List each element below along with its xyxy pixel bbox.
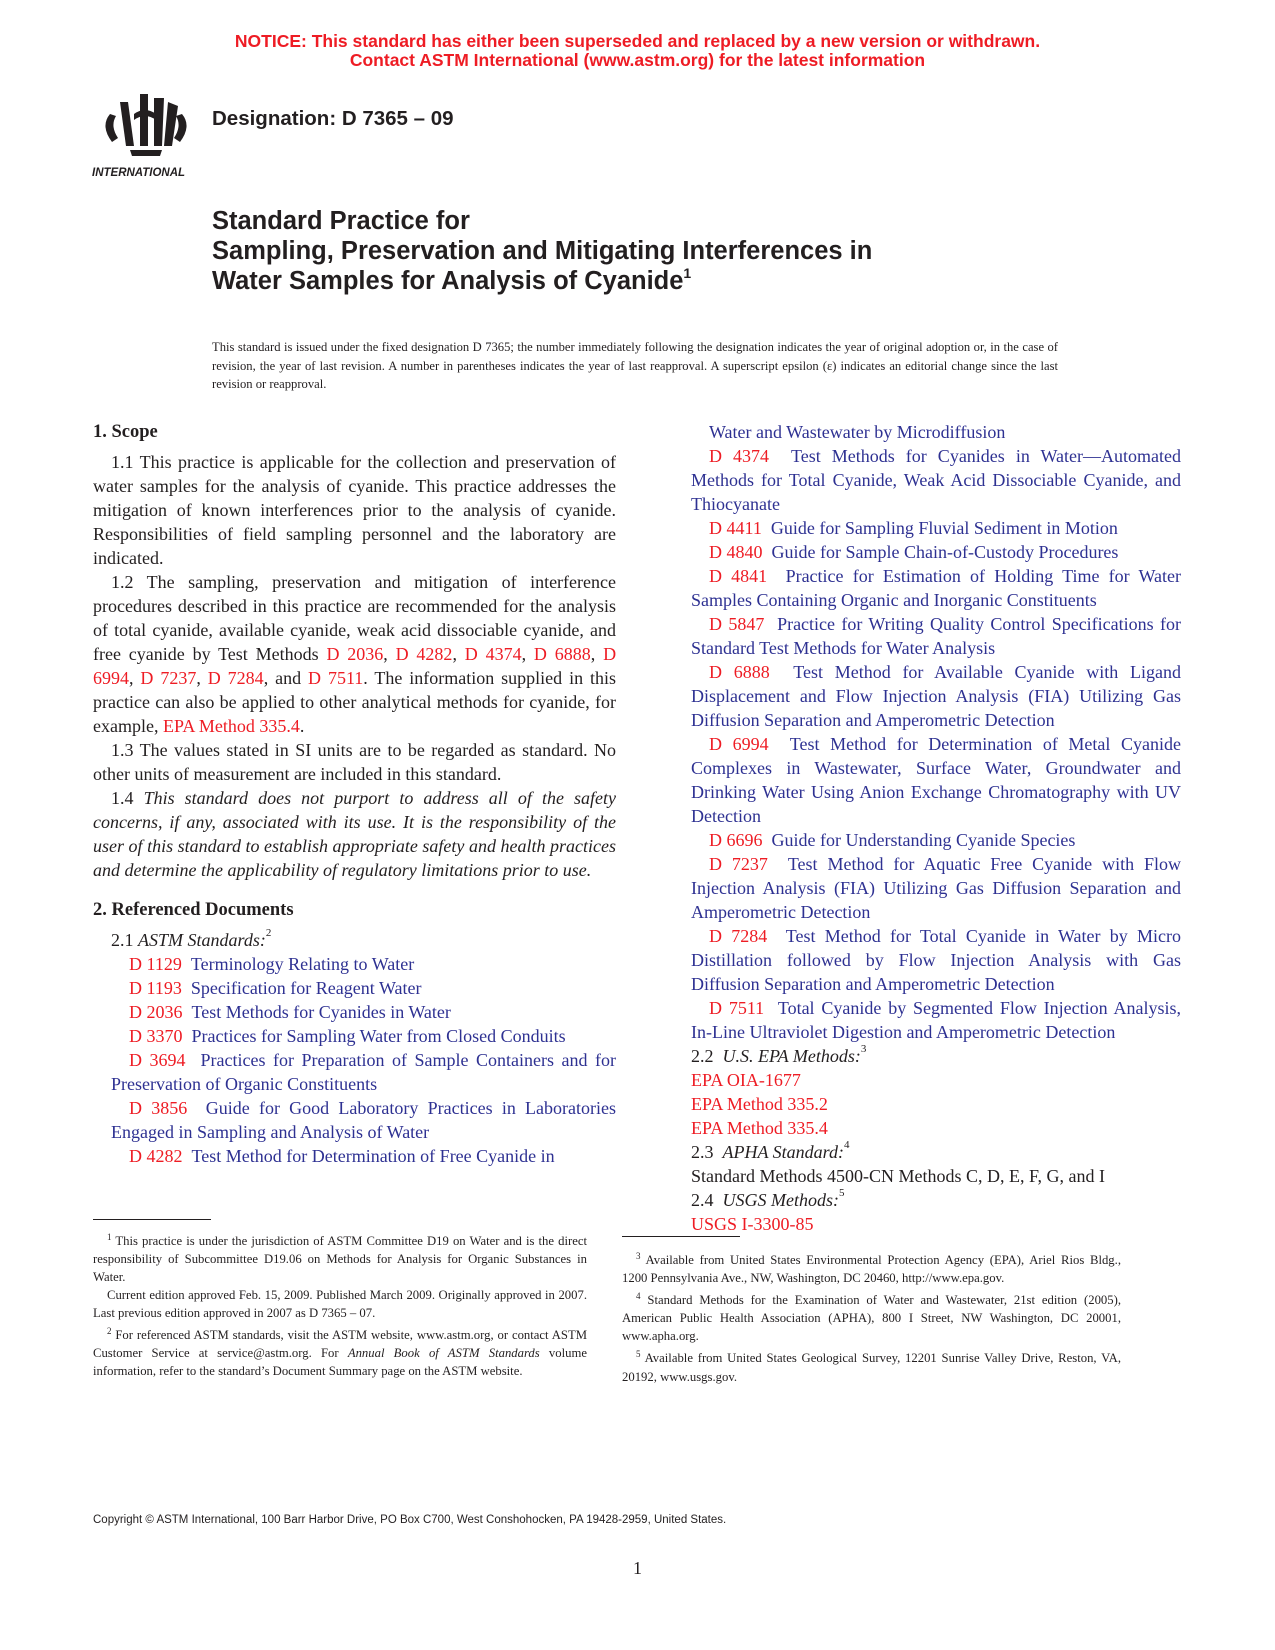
- scope-1-3: 1.3 The values stated in SI units are to be regarded as standard. No other units of measurement are included in this standard.: [93, 740, 616, 784]
- copyright: Copyright © ASTM International, 100 Barr Harbor Drive, PO Box C700, West Conshohocken, PA 19428-2959, United States.: [93, 1514, 727, 1526]
- apha-standard-label: 2.3 APHA Standard:$^4$: [691, 1139, 850, 1162]
- astm-ref-d4841: [673, 564, 1181, 612]
- astm-ref-d7511: [673, 996, 1181, 1044]
- issued-note: This standard is issued under the fixed designation D 7365; the number immediately following the designation indicates the year of original adoption or, in the case of revision, the year of last revision. A number in parentheses indicates the year of last reapproval. A superscript epsilon (ε) indicates an editorial change since the last revision or reapproval.: [212, 340, 1058, 391]
- footnote-ref-2[interactable]: 2: [265, 927, 272, 939]
- astm-ref-title[interactable]: Specification for Reagent Water: [190, 978, 422, 998]
- scope-heading: 1. Scope: [93, 422, 158, 442]
- astm-ref-d1129: [93, 952, 616, 976]
- astm-ref-code[interactable]: D 3856: [129, 1098, 188, 1118]
- astm-ref-title[interactable]: Test Method for Determination of Free Cyanide in: [191, 1146, 555, 1166]
- astm-ref-d1193: [93, 976, 616, 1000]
- notice-line-2: Contact ASTM International (www.astm.org) for the latest information: [349, 50, 926, 70]
- right-column: [673, 420, 1181, 1236]
- link-d4374[interactable]: D 4374: [464, 644, 522, 664]
- astm-ref-title[interactable]: Practices for Preparation of Sample Containers and for Preservation of Organic Constituents: [111, 1050, 617, 1094]
- link-d6888[interactable]: D 6888: [533, 644, 591, 664]
- astm-ref-code[interactable]: D 1193: [129, 978, 182, 998]
- footnote-2: $^2$ For referenced ASTM standards, visit the ASTM website, www.astm.org, or contact ASTM Customer Service at service@astm.org. For Annual Book of ASTM Standards volume information, refer to the standard’s Document Summary page on the ASTM website.: [93, 1326, 587, 1379]
- footnotes-right: [622, 1247, 1121, 1386]
- astm-ref-title[interactable]: Terminology Relating to Water: [190, 954, 415, 974]
- title-line-2: Sampling, Preservation and Mitigating Interferences in: [212, 237, 873, 265]
- scope-1-1: 1.1 This practice is applicable for the collection and preservation of water samples for the analysis of cyanide. This practice addresses the mitigation of known interferences prior to the analysis of cyanide. Responsibilities of field sampling personnel and the laboratory are indicated.: [93, 452, 616, 568]
- astm-ref-code[interactable]: D 7284: [709, 926, 768, 946]
- epa-method-335-4[interactable]: EPA Method 335.4: [691, 1118, 828, 1138]
- astm-logo-graphic: [90, 84, 202, 184]
- astm-ref-title[interactable]: Test Method for Determination of Metal Cyanide Complexes in Wastewater, Surface Water, Groundwater and Drinking Water Using Anion Exchange Chromatography with UV Detection: [691, 734, 1181, 826]
- astm-ref-title[interactable]: Practices for Sampling Water from Closed Conduits: [191, 1026, 566, 1046]
- astm-ref-d6696: [673, 828, 1181, 852]
- link-d7237[interactable]: D 7237: [140, 668, 197, 688]
- astm-ref-code[interactable]: D 4282: [129, 1146, 183, 1166]
- link-d7511[interactable]: D 7511: [308, 668, 364, 688]
- designation: Designation: D 7365 – 09: [212, 107, 454, 130]
- astm-ref-code[interactable]: D 6888: [709, 662, 770, 682]
- footnote-1-edition: Current edition approved Feb. 15, 2009. Published March 2009. Originally approved in 2007. Last previous edition approved in 2007 as D 7365 – 07.: [93, 1288, 587, 1321]
- astm-ref-title[interactable]: Total Cyanide by Segmented Flow Injection Analysis, In-Line Ultraviolet Digestion and Amperometric Detection: [691, 998, 1181, 1042]
- scope-1-4: 1.4 This standard does not purport to address all of the safety concerns, if any, associated with its use. It is the responsibility of the user of this standard to establish appropriate safety and health practices and determine the applicability of regulatory limitations prior to use.: [93, 788, 616, 880]
- document-title: [212, 206, 1172, 296]
- footnote-ref-3[interactable]: 3: [860, 1043, 867, 1055]
- astm-ref-code[interactable]: D 4374: [709, 446, 770, 466]
- page-number: 1: [633, 1558, 642, 1578]
- link-d7284[interactable]: D 7284: [207, 668, 264, 688]
- astm-ref-title[interactable]: Test Methods for Cyanides in Water—Automated Methods for Total Cyanide, Weak Acid Dissociable Cyanide, and Thiocyanate: [691, 446, 1182, 514]
- footnote-4: $^4$ Standard Methods for the Examination of Water and Wastewater, 21st edition (2005), American Public Health Association (APHA), 800 I Street, NW Washington, DC 20001, www.apha.org.: [622, 1291, 1122, 1344]
- apha-standard-item: Standard Methods 4500-CN Methods C, D, E, F, G, and I: [691, 1166, 1106, 1186]
- astm-ref-title[interactable]: Guide for Good Laboratory Practices in Laboratories Engaged in Sampling and Analysis of Water: [111, 1098, 617, 1142]
- astm-ref-code[interactable]: D 1129: [129, 954, 182, 974]
- refdocs-heading: 2. Referenced Documents: [93, 900, 294, 920]
- astm-ref-title[interactable]: Guide for Sampling Fluvial Sediment in Motion: [770, 518, 1118, 538]
- astm-ref-d3370: [93, 1024, 616, 1048]
- footnotes-left: [93, 1228, 587, 1380]
- astm-ref-d4840: [673, 540, 1181, 564]
- astm-ref-d7237: [673, 852, 1181, 924]
- scope-1-2: 1.2 The sampling, preservation and mitigation of interference procedures described in this practice are recommended for the analysis of total cyanide, available cyanide, weak acid dissociable cyanide, and free cyanide by Test Methods D 2036, D 4282, D 4374, D 6888, D 6994, D 7237, D 7284, and D 7511. The information supplied in this practice can also be applied to other analytical methods for cyanide, for example, EPA Method 335.4.: [93, 572, 617, 736]
- astm-ref-code[interactable]: D 2036: [129, 1002, 183, 1022]
- link-d4282[interactable]: D 4282: [395, 644, 453, 664]
- usgs-i-3300-85[interactable]: USGS I-3300-85: [691, 1214, 814, 1234]
- left-column: [93, 420, 616, 1168]
- link-d2036[interactable]: D 2036: [326, 644, 384, 664]
- astm-ref-d4411: [673, 516, 1181, 540]
- astm-ref-title[interactable]: Practice for Writing Quality Control Specifications for Standard Test Methods for Water Analysis: [691, 614, 1182, 658]
- footnote-3: $^3$ Available from United States Environmental Protection Agency (EPA), Ariel Rios Bldg., 1200 Pennsylvania Ave., NW, Washington, DC 20460, http://www.epa.gov.: [622, 1251, 1121, 1286]
- footnote-rule-right: [622, 1236, 740, 1237]
- astm-ref-title[interactable]: Test Method for Total Cyanide in Water by Micro Distillation followed by Flow Injection Analysis with Gas Diffusion Separation and Amperometric Detection: [691, 926, 1182, 994]
- title-line-1: Standard Practice for: [212, 207, 470, 235]
- epa-oia-1677[interactable]: EPA OIA-1677: [691, 1070, 801, 1090]
- link-d6994[interactable]: D 6994: [93, 644, 617, 688]
- astm-ref-title[interactable]: Practice for Estimation of Holding Time for Water Samples Containing Organic and Inorganic Constituents: [691, 566, 1182, 610]
- astm-ref-code[interactable]: D 6994: [709, 734, 769, 754]
- supersede-notice: [0, 32, 1275, 70]
- logo-text: INTERNATIONAL: [92, 167, 186, 179]
- astm-ref-d6888: [673, 660, 1181, 732]
- astm-ref-d7284: [673, 924, 1181, 996]
- astm-ref-code[interactable]: D 3370: [129, 1026, 183, 1046]
- astm-ref-code[interactable]: D 4841: [709, 566, 768, 586]
- title-line-3: Water Samples for Analysis of Cyanide$^1$: [212, 265, 692, 295]
- link-epa-335-4[interactable]: EPA Method 335.4: [162, 716, 300, 736]
- footnote-1: $^1$ This practice is under the jurisdiction of ASTM Committee D19 on Water and is the direct responsibility of Subcommittee D19.06 on Methods for Analysis for Organic Substances in Water.: [93, 1232, 587, 1285]
- astm-standards-list-left: [93, 952, 616, 1168]
- astm-ref-code[interactable]: D 4840: [709, 542, 763, 562]
- title-footnote-ref[interactable]: 1: [683, 265, 692, 281]
- astm-standards-list-right: [673, 444, 1181, 1044]
- astm-ref-code[interactable]: D 7237: [709, 854, 768, 874]
- astm-ref-d3856: [93, 1096, 616, 1144]
- epa-methods-label: 2.2 U.S. EPA Methods:$^3$: [691, 1043, 867, 1066]
- d4282-title-continuation[interactable]: Water and Wastewater by Microdiffusion: [709, 422, 1006, 442]
- astm-ref-code[interactable]: D 3694: [129, 1050, 186, 1070]
- astm-ref-title[interactable]: Test Method for Available Cyanide with Ligand Displacement and Flow Injection Analysis (FIA) Utilizing Gas Diffusion Separation and Amperometric Detection: [691, 662, 1182, 730]
- astm-logo: [90, 84, 202, 184]
- astm-ref-d4282: [93, 1144, 616, 1168]
- astm-ref-title[interactable]: Guide for Sample Chain-of-Custody Procedures: [771, 542, 1119, 562]
- footnote-ref-4[interactable]: 4: [844, 1139, 850, 1151]
- astm-ref-code[interactable]: D 7511: [709, 998, 765, 1018]
- astm-ref-title[interactable]: Test Method for Aquatic Free Cyanide with Flow Injection Analysis (FIA) Utilizing Gas Diffusion Separation and Amperometric Detection: [691, 854, 1182, 922]
- astm-ref-title[interactable]: Test Methods for Cyanides in Water: [191, 1002, 451, 1022]
- astm-ref-d4374: [673, 444, 1181, 516]
- footnote-5: $^5$ Available from United States Geological Survey, 12201 Sunrise Valley Drive, Reston, VA, 20192, www.usgs.gov.: [622, 1349, 1121, 1384]
- astm-ref-title[interactable]: Guide for Understanding Cyanide Species: [771, 830, 1076, 850]
- astm-ref-code[interactable]: D 5847: [709, 614, 765, 634]
- astm-ref-d3694: [93, 1048, 616, 1096]
- epa-method-335-2[interactable]: EPA Method 335.2: [691, 1094, 828, 1114]
- astm-ref-code[interactable]: D 6696: [709, 830, 763, 850]
- footnote-rule-left: [93, 1219, 211, 1220]
- notice-line-1: NOTICE: This standard has either been superseded and replaced by a new version or withdrawn.: [234, 31, 1041, 51]
- astm-ref-d5847: [673, 612, 1181, 660]
- astm-ref-code[interactable]: D 4411: [709, 518, 762, 538]
- astm-ref-d6994: [673, 732, 1181, 828]
- astm-standards-label: 2.1 ASTM Standards:$^2$: [111, 927, 272, 950]
- footnote-ref-5[interactable]: 5: [838, 1187, 845, 1199]
- usgs-methods-label: 2.4 USGS Methods:$^5$: [691, 1187, 845, 1210]
- astm-ref-d2036: [93, 1000, 616, 1024]
